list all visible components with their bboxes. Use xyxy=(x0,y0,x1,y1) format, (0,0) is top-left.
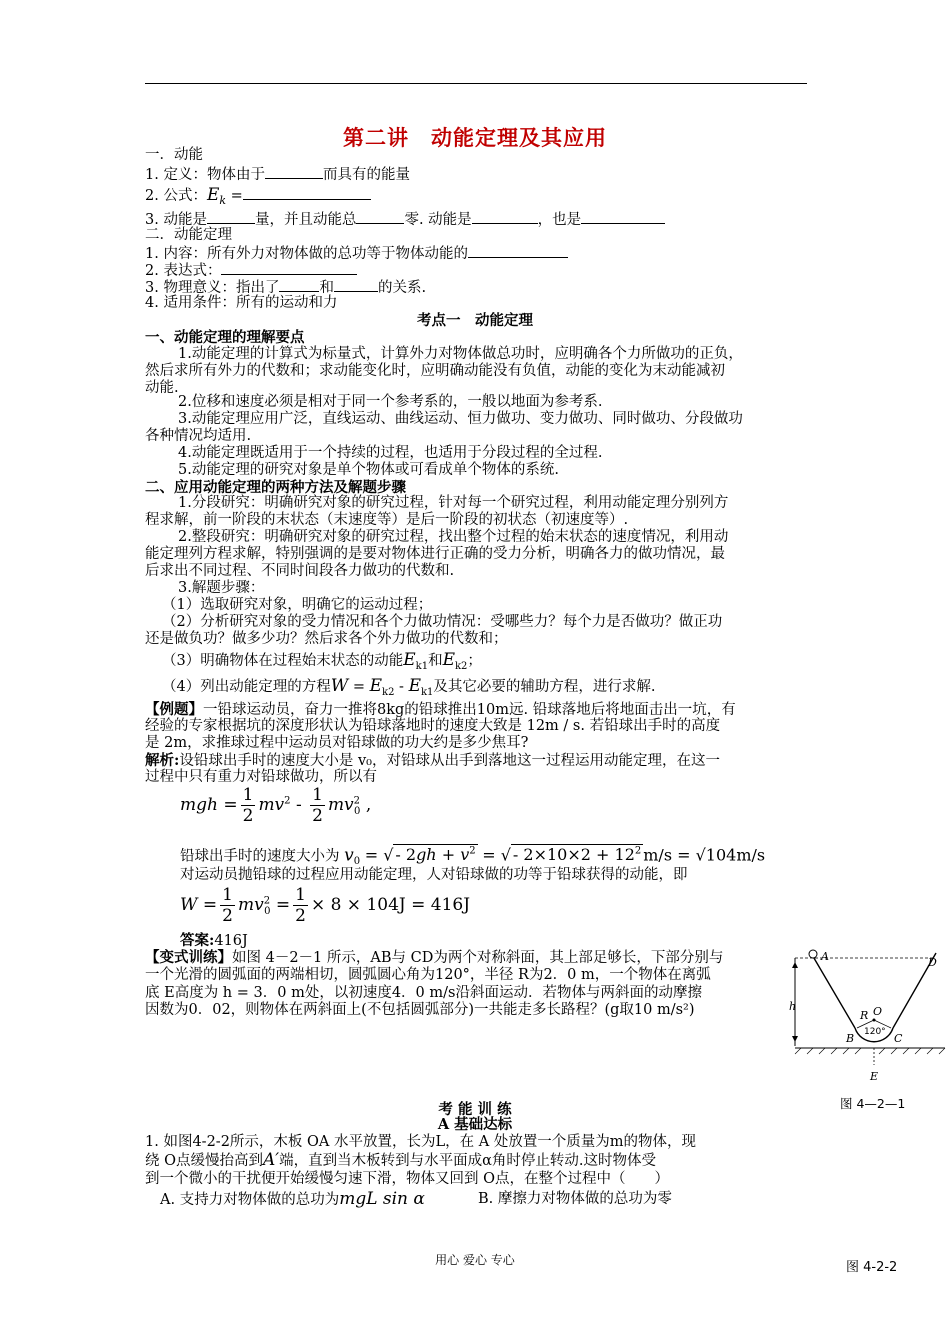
figure-4-2-1 xyxy=(785,948,950,1088)
step-2a: （2）分析研究对象的受力情况和各个力做功情况：受哪些力？每个力是否做功？做正功 xyxy=(162,614,723,630)
condition-line: 4. 适用条件：所有的运动和力 xyxy=(145,295,338,311)
blank-compare[interactable] xyxy=(356,209,404,224)
option-a[interactable]: A. 支持力对物体做的总功为mgL sin α xyxy=(160,1189,425,1209)
meaning-line: 3. 物理意义：指出了 和 的关系. xyxy=(145,277,426,298)
part2-p2b: 能定理列方程求解，特别强调的是要对物体进行正确的受力分析，明确各力的做功情况，最 xyxy=(145,546,725,562)
part2-p2a: 2.整段研究：明确研究对象的研究过程，找出整个过程的始末状态的速度情况，利用动 xyxy=(178,529,729,545)
step-2b: 还是做负功？做多少功？然后求各个外力做功的代数和； xyxy=(145,631,508,647)
work-text-line: 对运动员抛铅球的过程应用动能定理，人对铅球做的功等于铅球获得的动能，即 xyxy=(180,867,688,883)
label-c: C xyxy=(894,1032,903,1045)
part1-p4: 4.动能定理既适用于一个持续的过程，也适用于分段过程的全过程. xyxy=(178,445,603,461)
option-b[interactable]: B. 摩擦力对物体做的总功为零 xyxy=(478,1191,672,1207)
question-1-line-1: 1. 如图4-2-2所示，木板 OA 水平放置，长为L，在 A 处放置一个质量为m的物体，现 xyxy=(145,1134,697,1150)
step-1: （1）选取研究对象，明确它的运动过程； xyxy=(162,597,433,613)
blank-meaning-2[interactable] xyxy=(334,277,378,292)
variant-line-1: 【变式训练】如图 4－2－1 所示，AB与 CD为两个对称斜面，其上部足够长，下部分别与 xyxy=(145,949,724,966)
training-heading: 考 能 训 练 xyxy=(438,1101,512,1118)
label-h: h xyxy=(789,1000,797,1013)
blank-type[interactable] xyxy=(472,209,538,224)
work-equation: W = $\frac{1}{2}$ $mv^2_0$ = $\frac{1}{2}$ × 8 × 104J = 416J xyxy=(180,885,471,926)
blank-expression[interactable] xyxy=(221,260,357,275)
example-line-3: 是 2m，求推球过程中运动员对铅球做的功大约是多少焦耳? xyxy=(145,735,529,751)
part1-p2: 2.位移和速度必须是相对于同一个参考系的，一般以地面为参考系. xyxy=(178,394,603,410)
blank-content[interactable] xyxy=(468,243,568,258)
blank-meaning-1[interactable] xyxy=(279,277,319,292)
blank-definition[interactable] xyxy=(265,164,323,179)
variant-line-2: 一个光滑的圆弧面的两端相切，圆弧圆心角为120°，半径 R为2．0 m，一个物体在离弧 xyxy=(145,967,711,983)
figure-caption-4-2-2: 图 4-2-2 xyxy=(846,1260,898,1275)
variant-line-3: 底 E高度为 h = 3．0 m处，以初速度4．0 m/s沿斜面运动．若物体与两斜面的动摩擦 xyxy=(145,985,702,1001)
part2-p1b: 程求解，前一阶段的末状态（末速度等）是后一阶段的初状态（初速度等）. xyxy=(145,512,629,528)
expression-line: 2. 表达式： xyxy=(145,260,357,281)
label-d: D xyxy=(928,956,937,969)
part1-p3a: 3.动能定理应用广泛，直线运动、曲线运动、恒力做功、变力做功、同时做功、分段做功 xyxy=(178,411,743,427)
section-heading-theorem: 二．动能定理 xyxy=(145,227,232,243)
label-a: A xyxy=(821,950,829,963)
solution-line-2: 过程中只有重力对铅球做功，所以有 xyxy=(145,769,377,785)
step-4: （4）列出动能定理的方程$W = E_{k2} - E_{k1}$及其它必要的辅助方程，进行求解. xyxy=(162,676,656,698)
blank-formula[interactable] xyxy=(243,185,371,200)
part1-p5: 5.动能定理的研究对象是单个物体或可看成单个物体的系统. xyxy=(178,462,559,478)
part1-heading: 一、动能定理的理解要点 xyxy=(145,329,305,346)
part1-p1c: 动能. xyxy=(145,380,179,396)
blank-quantity[interactable] xyxy=(207,209,255,224)
part1-p3b: 各种情况均适用. xyxy=(145,428,252,444)
solution-line-1: 解析:设铅球出手时的速度大小是 v₀，对铅球从出手到落地这一过程运用动能定理，在这一 xyxy=(145,752,720,769)
formula-line: 2. 公式：$E_k$ = xyxy=(145,185,371,210)
part1-p1a: 1.动能定理的计算式为标量式，计算外力对物体做总功时，应明确各个力所做功的正负， xyxy=(178,346,743,362)
label-o: O xyxy=(873,1005,883,1018)
example-line-2: 经验的专家根据坑的深度形状认为铅球落地时的速度大致是 12m / s. 若铅球出手时的高度 xyxy=(145,718,721,734)
label-angle: 120° xyxy=(864,1027,886,1037)
energy-equation: mgh = $\frac{1}{2}$ $mv^2$ - $\frac{1}{2}$ $mv^2_0$ , xyxy=(180,785,372,826)
property-line: 3. 动能是 量，并且动能总 零. 动能是 ，也是 xyxy=(145,209,665,230)
question-1-line-3: 到一个微小的干扰便开始缓慢匀速下滑，物体又回到 O点，在整个过程中（ ） xyxy=(145,1171,669,1187)
step-3: （3）明确物体在过程始末状态的动能$E_{k1}$和$E_{k2}$； xyxy=(162,650,482,672)
page-title: 第二讲 动能定理及其应用 xyxy=(343,125,607,150)
part2-heading: 二、应用动能定理的两种方法及解题步骤 xyxy=(145,479,406,496)
theorem-content-line: 1. 内容：所有外力对物体做的总功等于物体动能的 xyxy=(145,243,568,264)
answer-line: 答案:416J xyxy=(180,932,248,949)
topic-heading: 考点一 动能定理 xyxy=(417,312,533,329)
part2-p3: 3.解题步骤： xyxy=(178,580,265,596)
question-1-line-2: 绕 O点缓慢抬高到A′端，直到当木板转到与水平面成α角时停止转动.这时物体受 xyxy=(145,1150,657,1170)
label-r: R xyxy=(860,1009,869,1022)
section-heading-kinetic-energy: 一．动能 xyxy=(145,147,203,163)
part1-p1b: 然后求所有外力的代数和；求动能变化时，应明确动能没有负值，动能的变化为末动能减初 xyxy=(145,363,725,379)
label-b: B xyxy=(846,1032,855,1045)
header-rule xyxy=(145,83,807,84)
blank-also[interactable] xyxy=(581,209,665,224)
training-subheading: A 基础达标 xyxy=(437,1116,513,1133)
variant-line-4: 因数为0．02，则物体在两斜面上(不包括圆弧部分)一共能走多长路程？(g取10 m/s²) xyxy=(145,1002,695,1018)
definition-line: 1. 定义：物体由于 而具有的能量 xyxy=(145,164,410,185)
velocity-line: 铅球出手时的速度大小为 $v_0$ = √ - $2gh + v^2$ = √ - $2\times 10\times 2 + 12^2$ m/s = √104m/s xyxy=(180,845,766,868)
example-line-1: 【例题】一铅球运动员，奋力一推将8kg的铅球推出10m远. 铅球落地后将地面击出一坑，有 xyxy=(145,701,736,718)
part2-p2c: 后求出不同过程、不同时间段各力做功的代数和. xyxy=(145,563,455,579)
label-e: E xyxy=(870,1070,879,1083)
figure-caption-4-2-1: 图 4—2—1 xyxy=(840,1096,906,1111)
part2-p1a: 1.分段研究：明确研究对象的研究过程，针对每一个研究过程，利用动能定理分别列方 xyxy=(178,495,729,511)
page-footer: 用心 爱心 专心 xyxy=(435,1253,515,1267)
